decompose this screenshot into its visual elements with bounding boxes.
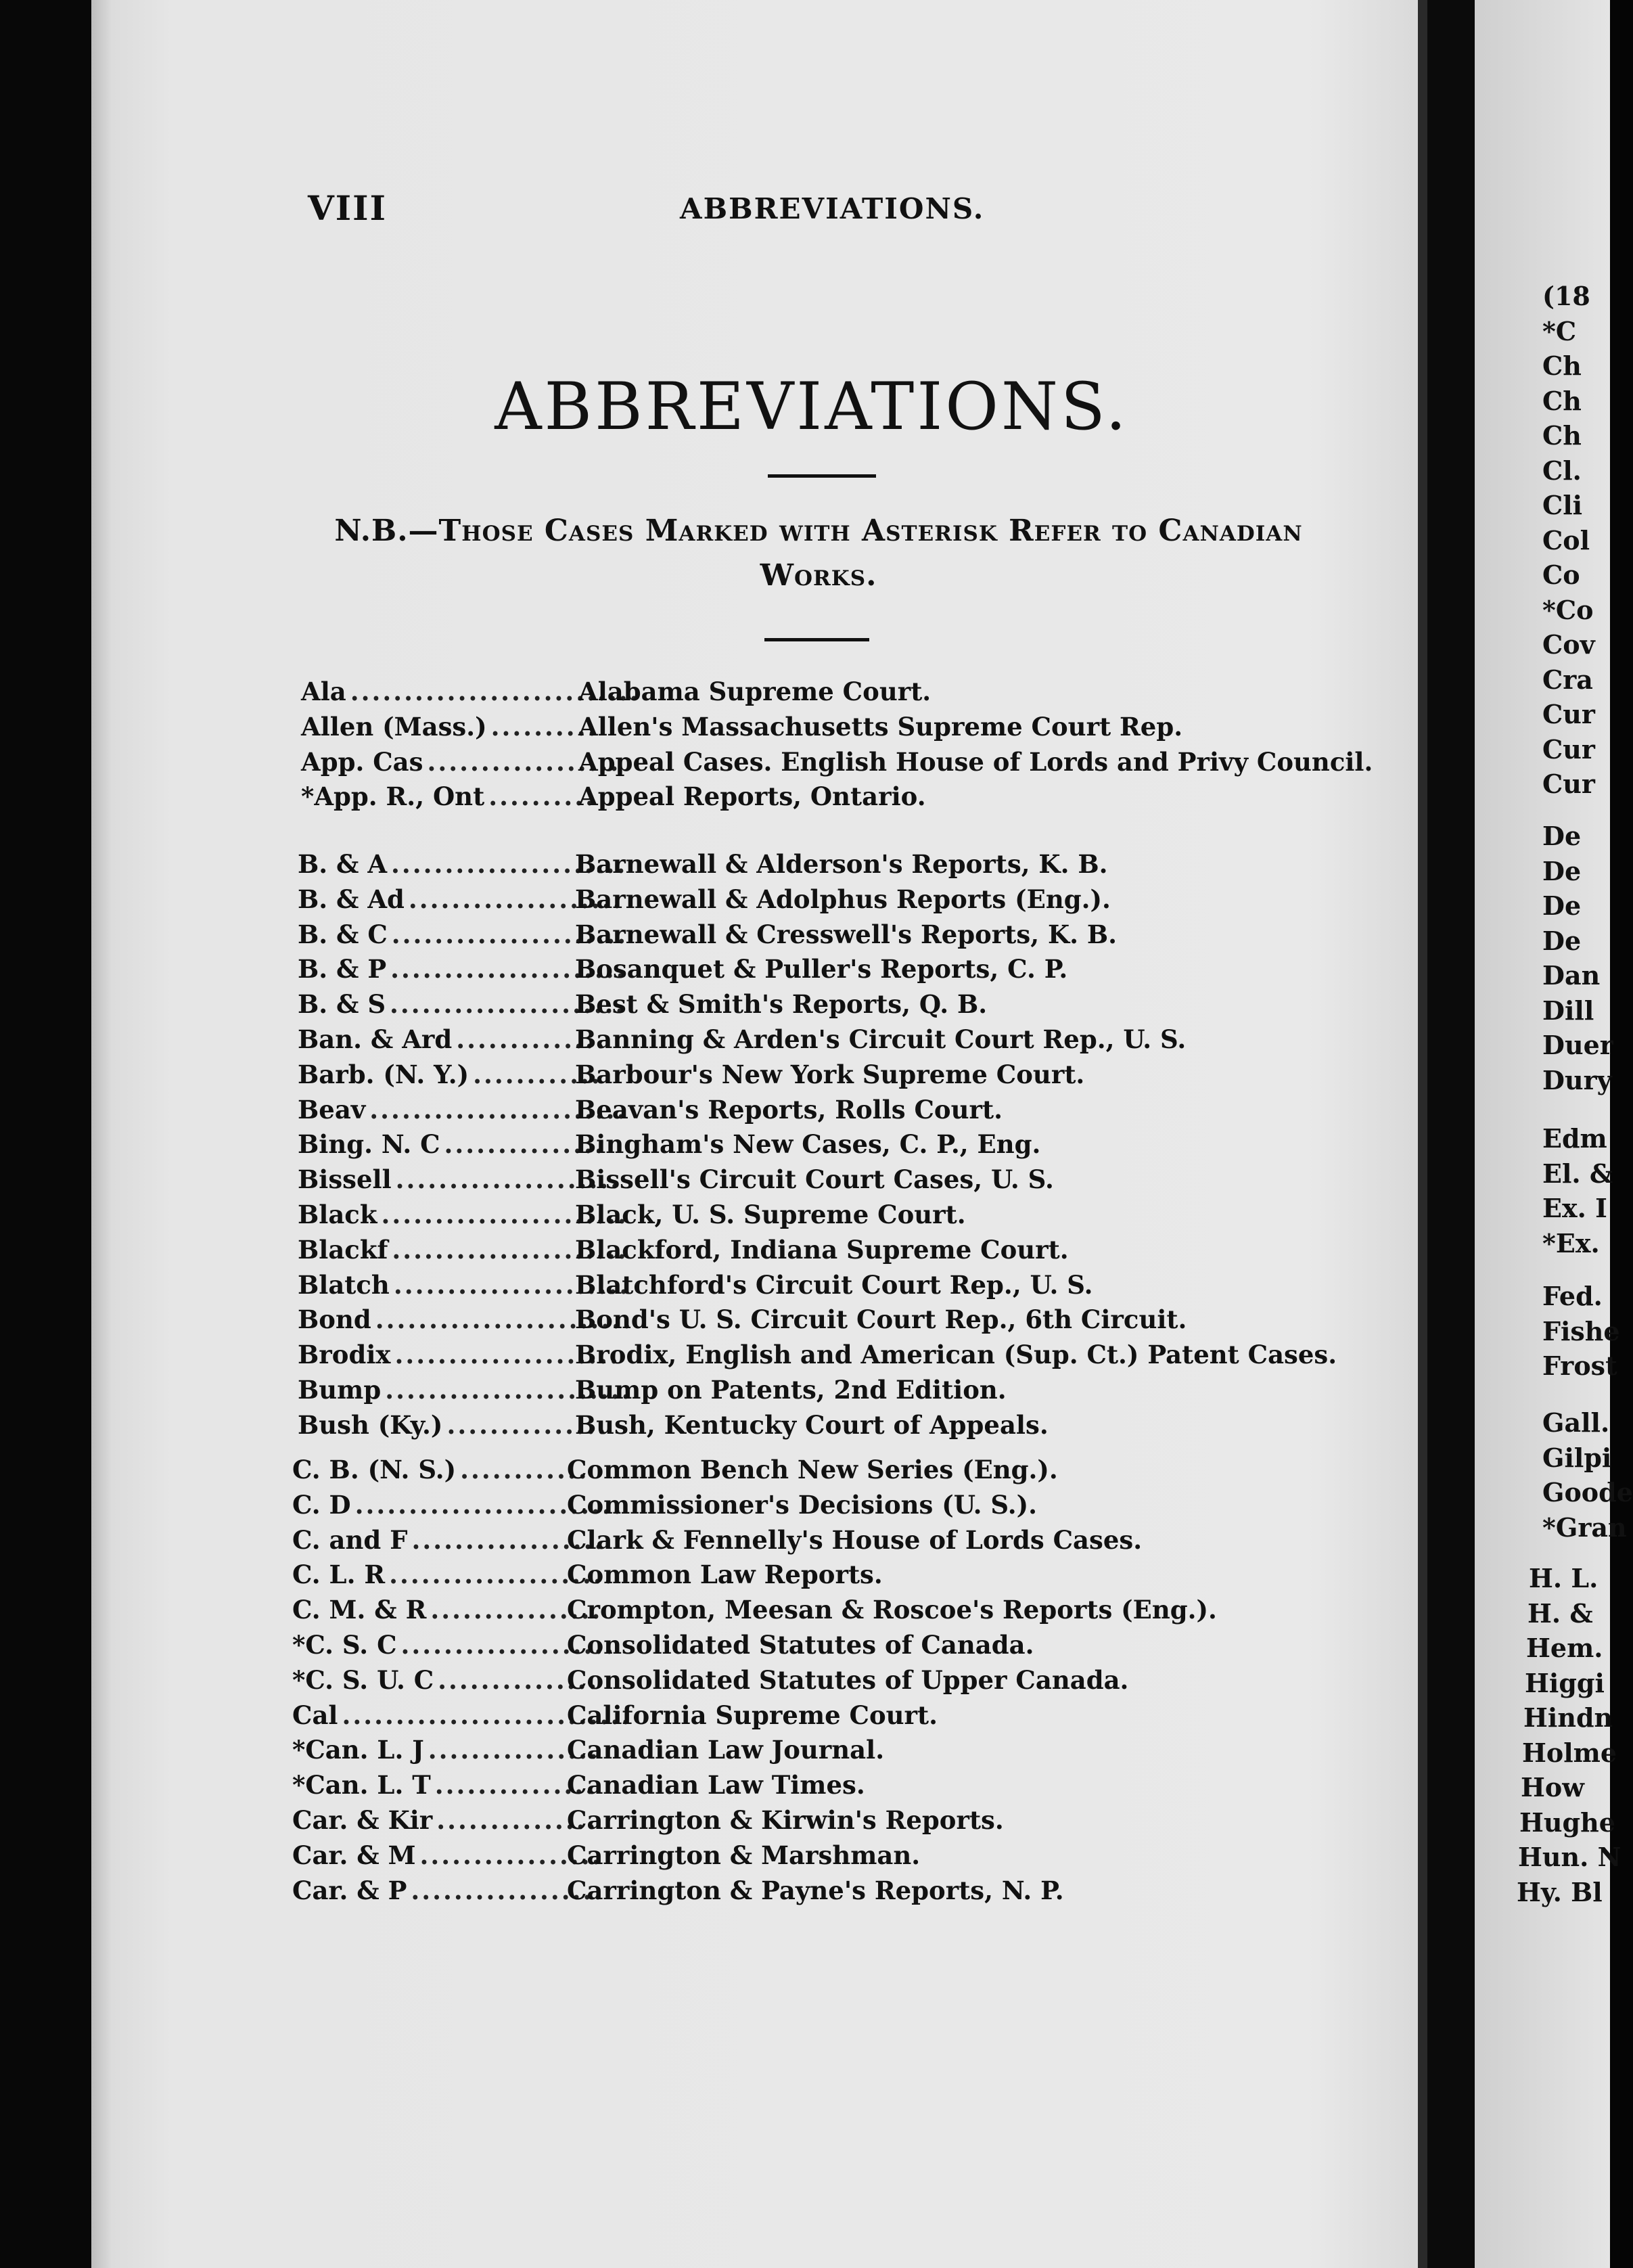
abbreviation-term: Black — [298, 1200, 377, 1229]
page-title: ABBREVIATIONS. — [495, 369, 1129, 445]
abbreviation-entry — [298, 1164, 1353, 1200]
abbreviation-meaning: Bingham's New Cases, C. P., Eng. — [575, 1129, 1041, 1160]
abbreviation-meaning: Barnewall & Alderson's Reports, K. B. — [575, 849, 1108, 879]
abbreviation-meaning: Barbour's New York Supreme Court. — [575, 1059, 1085, 1089]
page-divider — [1427, 0, 1475, 2268]
abbreviation-entry — [298, 849, 1353, 884]
facing-page-line: Frost — [1542, 1351, 1617, 1381]
abbreviation-entry — [292, 1560, 1348, 1595]
facing-page-line: Cur — [1542, 733, 1595, 765]
abbreviation-term: Ala — [301, 677, 346, 706]
abbreviation-term: Blackf — [298, 1234, 388, 1265]
leader-dots: ............... — [444, 1129, 605, 1160]
abbreviation-term: Brodix — [298, 1340, 391, 1370]
abbreviation-term: B. & Ad — [298, 884, 405, 914]
abbreviation-term: Car. & M — [292, 1840, 416, 1870]
abbreviation-meaning: Allen's Massachusetts Supreme Court Rep. — [578, 711, 1183, 742]
abbreviation-term: *Can. L. J — [292, 1735, 424, 1765]
abbreviation-term: Barb. (N. Y.) — [298, 1059, 469, 1089]
leader-dots: .............. — [456, 1024, 607, 1054]
facing-page-line: De — [1542, 890, 1582, 921]
abbreviation-meaning: Consolidated Statutes of Upper Canada. — [567, 1664, 1129, 1695]
abbreviation-entry — [298, 1060, 1353, 1095]
abbreviation-term: Car. & Kir — [292, 1805, 433, 1835]
abbreviation-term: *C. S. U. C — [292, 1664, 434, 1695]
facing-page-line: Cov — [1542, 629, 1595, 660]
note-rule — [764, 638, 869, 641]
leader-dots: ................ — [430, 1595, 603, 1625]
leader-dots: ......................... — [354, 1489, 624, 1520]
facing-page-line: Dury — [1542, 1064, 1612, 1095]
abbreviation-term: Bush (Ky.) — [298, 1409, 443, 1440]
facing-page-line: Holme — [1522, 1737, 1617, 1768]
abbreviation-entry — [292, 1805, 1348, 1840]
leader-dots: ...................... — [390, 954, 627, 984]
leader-dots: ...................... — [391, 849, 628, 879]
abbreviation-meaning: California Supreme Court. — [567, 1700, 938, 1730]
facing-page-line: *C — [1542, 315, 1577, 346]
facing-page-line: H. L. — [1529, 1563, 1598, 1593]
abbreviation-term: B. & P — [298, 954, 387, 984]
abbreviation-term: Ban. & Ard — [298, 1024, 453, 1054]
facing-page-line: Col — [1542, 524, 1590, 555]
abbreviation-entry — [298, 920, 1353, 955]
leader-dots: ...................... — [393, 1269, 630, 1300]
leader-dots: ........................... — [342, 1700, 632, 1730]
abbreviation-meaning: Carrington & Marshman. — [567, 1840, 921, 1870]
abbreviation-meaning: Bissell's Circuit Court Cases, U. S. — [575, 1164, 1054, 1195]
abbreviation-meaning: Black, U. S. Supreme Court. — [575, 1200, 966, 1229]
abbreviation-meaning: Crompton, Meesan & Roscoe's Reports (Eng.). — [567, 1595, 1217, 1625]
facing-page-line: Hem. — [1526, 1633, 1603, 1663]
abbreviation-term: B. & C — [298, 919, 388, 949]
facing-page-line: Cur — [1542, 769, 1595, 799]
abbreviation-meaning: Common Law Reports. — [567, 1560, 883, 1590]
facing-page-line: Ch — [1542, 350, 1582, 381]
leader-dots: ............ — [473, 1059, 602, 1089]
abbreviation-term: C. D — [292, 1489, 351, 1520]
leader-dots: .................. — [427, 746, 621, 777]
leader-dots: .................... — [408, 884, 624, 914]
abbreviation-meaning: Consolidated Statutes of Canada. — [567, 1630, 1034, 1660]
leader-dots: ............... — [446, 1409, 608, 1440]
facing-page-line: Gall. — [1542, 1407, 1610, 1438]
abbreviation-meaning: Barnewall & Adolphus Reports (Eng.). — [575, 884, 1111, 914]
facing-page-fragment — [1475, 0, 1633, 2268]
abbreviation-entry — [301, 712, 1356, 747]
abbreviation-entry — [301, 781, 1356, 817]
abbreviation-meaning: Common Bench New Series (Eng.). — [567, 1455, 1058, 1484]
abbreviation-meaning: Commissioner's Decisions (U. S.). — [567, 1489, 1038, 1520]
facing-page-line: Cli — [1542, 490, 1583, 520]
abbreviation-entry — [301, 746, 1373, 782]
facing-page-line: Dill — [1542, 995, 1594, 1026]
title-rule — [768, 474, 876, 478]
leader-dots: ........................ — [369, 1094, 628, 1125]
abbreviation-term: *App. R., Ont — [301, 781, 485, 812]
facing-page-line: Higgi — [1525, 1667, 1605, 1698]
abbreviation-entry — [292, 1840, 1348, 1876]
facing-page-line: H. & — [1527, 1597, 1593, 1629]
abbreviation-entry — [301, 677, 1356, 712]
abbreviation-term: Beav — [298, 1094, 366, 1125]
leader-dots: .................... — [400, 1630, 616, 1660]
abbreviation-entry — [298, 1129, 1353, 1164]
leader-dots: .......... — [490, 711, 599, 742]
facing-page-line: De — [1542, 925, 1582, 956]
page-number: VIII — [308, 188, 387, 228]
leader-dots: ..................... — [395, 1164, 622, 1195]
facing-page-line: Gilpi — [1542, 1442, 1612, 1473]
abbreviation-meaning: Banning & Arden's Circuit Court Rep., U. S. — [575, 1024, 1187, 1054]
abbreviation-entry — [298, 1200, 1353, 1235]
leader-dots: ..................... — [394, 1340, 620, 1370]
leader-dots: ............ — [460, 1455, 589, 1484]
leader-dots: ...................... — [391, 919, 628, 949]
leader-dots: ............... — [434, 1770, 596, 1800]
abbreviation-entry — [298, 1375, 1353, 1410]
abbreviation-term: C. and F — [292, 1524, 408, 1555]
facing-page-line: Ch — [1542, 385, 1582, 416]
facing-page-line: Duer — [1542, 1030, 1613, 1060]
abbreviation-entry — [292, 1876, 1348, 1911]
facing-page-line: Cl. — [1542, 455, 1582, 486]
abbreviation-entry — [292, 1770, 1348, 1805]
abbreviation-term: Bond — [298, 1305, 371, 1335]
abbreviation-meaning: Carrington & Payne's Reports, N. P. — [567, 1875, 1064, 1905]
abbreviation-meaning: Blackford, Indiana Supreme Court. — [575, 1234, 1069, 1265]
facing-page-line: De — [1542, 821, 1582, 851]
abbreviation-entry — [292, 1525, 1348, 1560]
facing-page-line: *Ex. — [1542, 1227, 1600, 1258]
leader-dots: ........................ — [375, 1305, 633, 1335]
abbreviation-term: C. M. & R — [292, 1595, 427, 1625]
facing-page-line: Fed. — [1542, 1281, 1603, 1311]
facing-page-line: Hughe — [1519, 1807, 1615, 1838]
abbreviation-entry — [298, 1270, 1353, 1305]
abbreviation-term: Cal — [292, 1700, 338, 1730]
abbreviation-entry — [298, 989, 1353, 1024]
leader-dots: .......... — [488, 781, 597, 812]
leader-dots: ....................... — [381, 1200, 628, 1229]
facing-page-line: Goode — [1542, 1477, 1633, 1507]
abbreviation-entry — [298, 1235, 1353, 1270]
facing-page-line: How — [1521, 1772, 1584, 1802]
abbreviation-entry — [298, 954, 1353, 989]
facing-page-line: Edm — [1542, 1123, 1607, 1154]
running-head — [308, 188, 1390, 229]
facing-page-line: Ex. I — [1542, 1193, 1607, 1223]
facing-page-line: Fishe — [1542, 1315, 1620, 1346]
facing-page-line: De — [1542, 855, 1582, 886]
abbreviation-entry — [298, 1024, 1353, 1060]
leader-dots: ............... — [436, 1805, 598, 1835]
abbreviation-meaning: Clark & Fennelly's House of Lords Cases. — [567, 1524, 1143, 1555]
abbreviation-term: Car. & P — [292, 1875, 407, 1905]
abbreviation-term: Blatch — [298, 1269, 390, 1300]
abbreviation-meaning: Beavan's Reports, Rolls Court. — [575, 1094, 1003, 1125]
abbreviation-term: *Can. L. T — [292, 1770, 431, 1800]
facing-page-line: *Gran — [1542, 1512, 1627, 1543]
facing-page-line: Hy. Bl — [1517, 1876, 1603, 1907]
abbreviation-meaning: Appeal Reports, Ontario. — [578, 781, 926, 812]
facing-page-line: Cur — [1542, 699, 1595, 729]
abbreviation-meaning: Blatchford's Circuit Court Rep., U. S. — [575, 1269, 1093, 1300]
facing-page-line: Hun. N — [1518, 1842, 1622, 1872]
abbreviation-meaning: Brodix, English and American (Sup. Ct.) Patent Cases. — [575, 1340, 1337, 1370]
abbreviation-entry — [298, 1305, 1353, 1340]
abbreviation-meaning: Barnewall & Cresswell's Reports, K. B. — [575, 919, 1118, 949]
abbreviation-term: Bissell — [298, 1164, 392, 1195]
running-title: ABBREVIATIONS. — [680, 192, 985, 225]
abbreviation-meaning: Alabama Supreme Court. — [578, 677, 932, 706]
abbreviation-term: B. & A — [298, 849, 388, 879]
facing-page-line: Hindn — [1523, 1702, 1613, 1733]
abbreviation-meaning: Appeal Cases. English House of Lords and Privy Council. — [578, 746, 1373, 777]
abbreviation-entry — [292, 1490, 1348, 1525]
facing-page-line: Ch — [1542, 420, 1582, 451]
leader-dots: ............... — [438, 1664, 599, 1695]
facing-page-line: Co — [1542, 560, 1580, 590]
abbreviation-meaning: Best & Smith's Reports, Q. B. — [575, 989, 988, 1020]
abbreviation-entry — [292, 1735, 1348, 1770]
abbreviation-meaning: Canadian Law Journal. — [567, 1735, 885, 1765]
abbreviation-meaning: Canadian Law Times. — [567, 1770, 865, 1800]
leader-dots: ........................... — [350, 677, 641, 706]
asterisk-note: N.B.—Those Cases Marked with Asterisk Refer to Canadian Works. — [334, 514, 1303, 593]
facing-page-line: El. & — [1542, 1158, 1613, 1189]
abbreviation-entry — [298, 1095, 1353, 1130]
leader-dots: .................. — [411, 1875, 605, 1905]
abbreviation-entry — [292, 1595, 1348, 1630]
leader-dots: ..................... — [389, 1560, 615, 1590]
abbreviation-term: Bump — [298, 1375, 382, 1405]
leader-dots: ...................... — [390, 989, 626, 1020]
abbreviation-entry — [292, 1455, 1348, 1490]
abbreviation-term: *C. S. C — [292, 1630, 397, 1660]
facing-page-line: Cra — [1542, 664, 1593, 695]
facing-page-line: *Co — [1542, 594, 1594, 625]
leader-dots: ....................... — [385, 1375, 632, 1405]
leader-dots: .................. — [411, 1524, 605, 1555]
scan-left-margin — [0, 0, 91, 2268]
abbreviation-meaning: Bump on Patents, 2nd Edition. — [575, 1375, 1007, 1405]
abbreviation-entry — [298, 884, 1353, 920]
leader-dots: ................ — [428, 1735, 600, 1765]
abbreviation-entry — [298, 1410, 1353, 1445]
abbreviation-term: App. Cas — [301, 746, 423, 777]
facing-page-line: (18 — [1542, 281, 1590, 311]
abbreviation-term: Allen (Mass.) — [301, 711, 487, 742]
abbreviation-term: B. & S — [298, 989, 386, 1020]
abbreviation-entry — [292, 1665, 1348, 1700]
abbreviation-term: Bing. N. C — [298, 1129, 440, 1160]
abbreviation-term: C. L. R — [292, 1560, 386, 1590]
facing-page-line: Dan — [1542, 960, 1601, 991]
abbreviation-entry — [292, 1700, 1348, 1736]
abbreviation-meaning: Carrington & Kirwin's Reports. — [567, 1805, 1004, 1835]
abbreviation-entry — [298, 1340, 1353, 1375]
page-gutter — [1418, 0, 1427, 2268]
leader-dots: ................. — [419, 1840, 603, 1870]
abbreviation-meaning: Bosanquet & Puller's Reports, C. P. — [575, 954, 1068, 984]
abbreviation-meaning: Bond's U. S. Circuit Court Rep., 6th Circuit. — [575, 1305, 1187, 1335]
leader-dots: ...................... — [392, 1234, 628, 1265]
abbreviation-term: C. B. (N. S.) — [292, 1455, 457, 1484]
abbreviation-entry — [292, 1630, 1348, 1665]
abbreviation-meaning: Bush, Kentucky Court of Appeals. — [575, 1409, 1049, 1440]
